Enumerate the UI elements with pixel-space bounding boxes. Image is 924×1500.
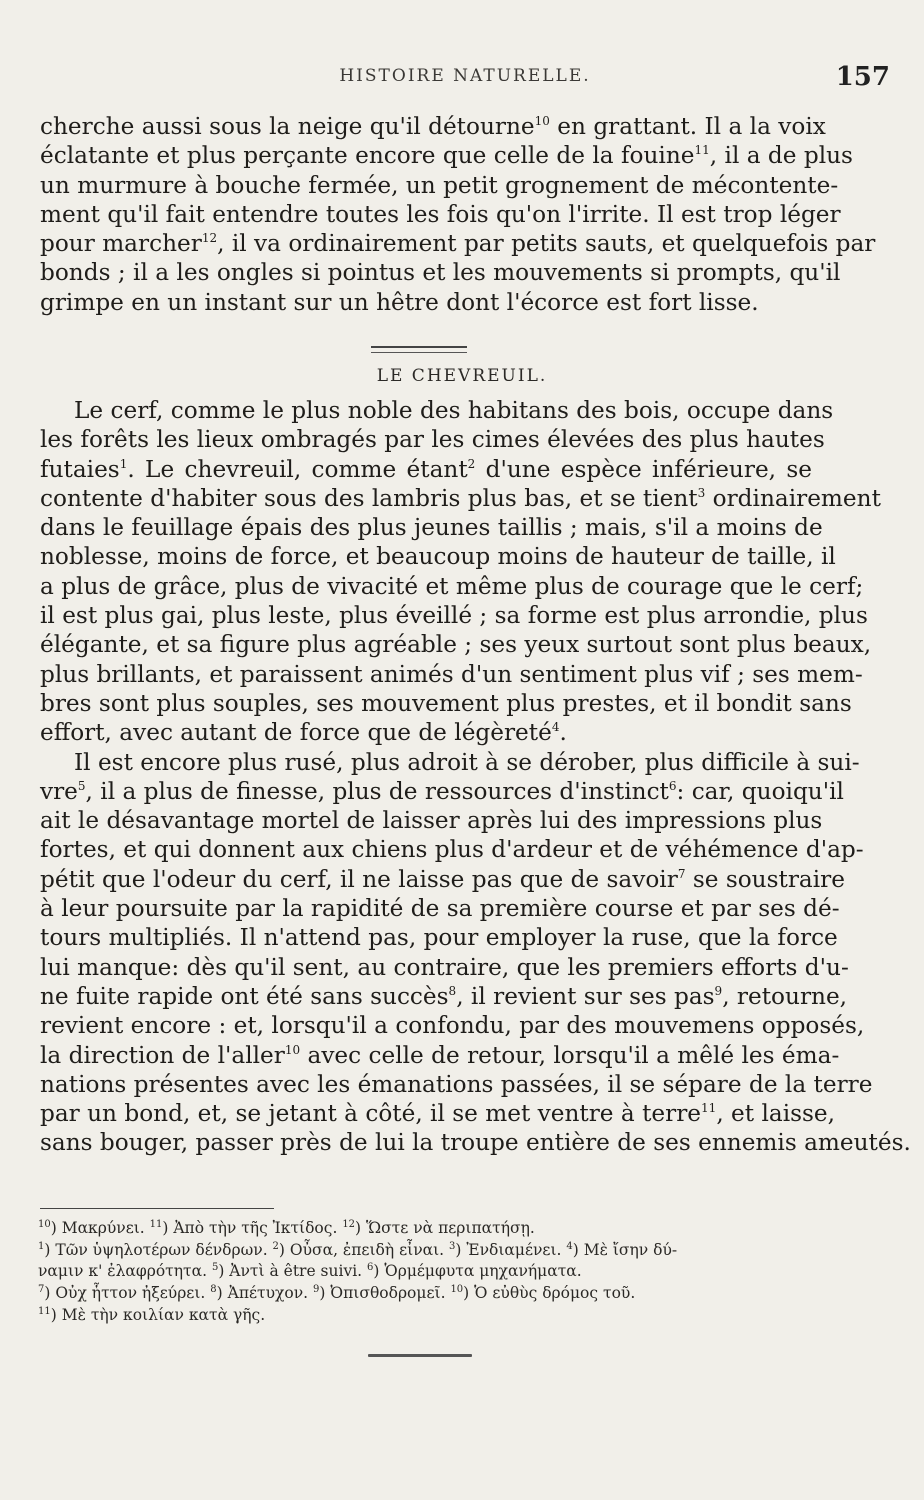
footnote-line <box>38 1218 818 1240</box>
text-line <box>40 982 848 1011</box>
text-line <box>40 513 823 542</box>
text-line <box>40 1128 911 1157</box>
text-run: ) Μὲ ἴσην δύ- <box>572 1240 678 1259</box>
text-run: en grattant. Il a la voix <box>549 113 826 140</box>
text-line <box>40 1070 873 1099</box>
text-run: Le cerf, comme le plus noble des habitans des bois, occupe dans <box>74 397 834 424</box>
text-run: , il a plus de finesse, plus de ressources d'instinct <box>85 777 669 805</box>
text-line <box>40 542 836 571</box>
text-line <box>40 953 849 982</box>
footnote-marker: 2 <box>467 456 476 471</box>
text-run: pour marcher <box>40 230 202 258</box>
text-line <box>40 660 863 689</box>
text-run: nations présentes avec les émanations passées, il se sépare de la terre <box>40 1070 873 1098</box>
text-line <box>40 484 881 513</box>
text-run: : car, quoiqu'il <box>676 777 844 805</box>
footnote-marker: 6 <box>668 778 677 793</box>
text-run: par un bond, et, se jetant à côté, il se met ventre à terre <box>40 1100 702 1128</box>
text-run: revient encore : et, lorsqu'il a confondu, par des mouvemens opposés, <box>40 1012 865 1040</box>
text-run: ) Μακρύνει. <box>50 1219 150 1237</box>
text-run: ) Ὥστε νὰ περιπατήσῃ. <box>355 1219 535 1237</box>
footnotes <box>38 1218 818 1327</box>
text-run: il est plus gai, plus leste, plus éveillé ; sa forme est plus arrondie, plus <box>40 602 868 630</box>
text-run: ) Ὀπισθοδρομεῖ. <box>319 1284 451 1303</box>
text-run: , il a de plus <box>709 142 853 170</box>
text-run: à leur poursuite par la rapidité de sa première course et par ses dé- <box>40 895 840 923</box>
text-run: vre <box>40 777 78 805</box>
text-line <box>40 630 872 659</box>
footnote-marker: 3 <box>697 485 706 500</box>
text-run: bonds ; il a les ongles si pointus et les mouvements si prompts, qu'il <box>40 259 841 287</box>
text-run: lui manque: dès qu'il sent, au contraire, que les premiers efforts d'u- <box>40 953 849 981</box>
text-line <box>40 835 864 864</box>
text-run: ment qu'il fait entendre toutes les fois qu'on l'irrite. Il est trop léger <box>40 200 841 228</box>
footnote-rule <box>40 1208 274 1209</box>
end-ornament <box>368 1354 472 1357</box>
footnote-marker: 8 <box>448 983 457 998</box>
text-run: futaies <box>40 455 120 483</box>
text-line <box>40 923 838 952</box>
text-run: sans bouger, passer près de lui la troupe entière de ses ennemis ameutés. <box>40 1129 911 1157</box>
text-line <box>40 288 812 317</box>
text-line <box>40 229 876 258</box>
text-run: noblesse, moins de force, et beaucoup moins de hauteur de taille, il <box>40 543 836 571</box>
text-run: éclatante et plus perçante encore que celle de la fouine <box>40 142 695 170</box>
footnote-marker: 6 <box>367 1262 374 1274</box>
text-run: grimpe en un instant sur un hêtre dont l'écorce est fort lisse. <box>40 288 759 316</box>
text-run: dans le feuillage épais des plus jeunes taillis ; mais, s'il a moins de <box>40 514 823 542</box>
footnote-marker: 11 <box>694 143 710 158</box>
footnote-marker: 9 <box>714 983 723 998</box>
text-line <box>40 806 823 835</box>
footnote-marker: 10 <box>38 1219 51 1230</box>
text-run: pétit que l'odeur du cerf, il ne laisse pas que de savoir <box>40 865 678 893</box>
text-run: ordinairement <box>705 484 881 512</box>
footnote-marker: 4 <box>551 720 560 735</box>
text-run: ) Ὁ εὐθὺς δρόμος τοῦ. <box>463 1284 636 1303</box>
footnote-marker: 1 <box>119 456 128 471</box>
text-run: ) Οὖσα, ἐπειδὴ εἶναι. <box>278 1240 450 1259</box>
text-run: , et laisse, <box>716 1100 836 1128</box>
footnote-line <box>38 1240 818 1262</box>
text-line <box>40 455 812 484</box>
text-line <box>40 1099 836 1128</box>
footnote-line <box>38 1283 818 1305</box>
text-run: un murmure à bouche fermée, un petit grognement de mécontente- <box>40 171 839 199</box>
running-title: HISTOIRE NATURELLE. <box>339 66 591 86</box>
text-run: ) Ὁρμέμφυτα μηχανήματα. <box>373 1262 582 1281</box>
footnote-marker: 11 <box>38 1305 51 1317</box>
text-run: ) Οὐχ ἧττον ἠξεύρει. <box>44 1284 211 1303</box>
text-run: la direction de l'aller <box>40 1041 285 1069</box>
paragraph-le-cerf <box>40 396 881 748</box>
text-line <box>40 865 845 894</box>
text-line <box>40 141 853 170</box>
footnote-marker: 9 <box>313 1284 320 1296</box>
footnote-marker: 8 <box>210 1284 217 1296</box>
footnote-marker: 5 <box>211 1262 219 1274</box>
text-run: , il revient sur ses pas <box>456 982 715 1010</box>
section-title: LE CHEVREUIL. <box>376 366 548 386</box>
footnote-marker: 10 <box>284 1042 301 1057</box>
text-run: cherche aussi sous la neige qu'il détourne <box>40 113 535 140</box>
text-run: se soustraire <box>685 865 845 893</box>
text-run: ) Ἀντὶ à être suivi. <box>218 1262 368 1281</box>
footnote-line <box>38 1261 818 1283</box>
text-line <box>40 748 860 777</box>
text-run: , il va ordinairement par petits sauts, et quelquefois par <box>217 230 876 258</box>
footnote-marker: 3 <box>449 1240 456 1252</box>
footnote-marker: 7 <box>38 1284 45 1296</box>
footnote-marker: 10 <box>534 114 550 128</box>
text-line <box>40 894 840 923</box>
footnote-line <box>38 1305 818 1327</box>
text-run: élégante, et sa figure plus agréable ; ses yeux surtout sont plus beaux, <box>40 631 872 659</box>
running-head <box>40 62 890 96</box>
text-run: bres sont plus souples, ses mouvement plus prestes, et il bondit sans <box>40 689 852 717</box>
text-run: contente d'habiter sous des lambris plus bas, et se tient <box>40 484 698 512</box>
text-run: Il est encore plus rusé, plus adroit à se dérober, plus difficile à sui- <box>74 748 860 776</box>
text-run: ) Ἀπὸ τὴν τῆς Ἰκτίδος. <box>162 1219 343 1237</box>
paragraph-il-est-encore <box>40 748 911 1158</box>
section-divider <box>371 346 467 353</box>
text-line <box>40 200 841 229</box>
text-run: ) Ἐνδιαμένει. <box>455 1240 567 1259</box>
paragraph-continuation <box>40 112 876 317</box>
text-run: effort, avec autant de force que de légèreté <box>40 719 552 747</box>
text-run: plus brillants, et paraissent animés d'un sentiment plus vif ; ses mem- <box>40 660 863 688</box>
footnote-marker: 12 <box>201 231 218 246</box>
section-body <box>40 396 911 1158</box>
text-run: ) Μὲ τὴν κοιλίαν κατὰ γῆς. <box>50 1305 266 1324</box>
text-line <box>40 777 844 806</box>
text-run: fortes, et qui donnent aux chiens plus d'ardeur et de véhémence d'ap- <box>40 836 864 864</box>
text-run: tours multipliés. Il n'attend pas, pour employer la ruse, que la force <box>40 924 838 952</box>
text-line <box>40 1041 840 1070</box>
text-line <box>40 572 864 601</box>
footnote-marker: 7 <box>677 866 686 881</box>
text-run: ait le désavantage mortel de laisser après lui des impressions plus <box>40 807 823 835</box>
text-run: ) Τῶν ὑψηλοτέρων δένδρων. <box>44 1240 273 1259</box>
text-run: . <box>559 719 567 747</box>
page-number: 157 <box>835 62 890 92</box>
text-line <box>40 396 834 425</box>
footnote-marker: 2 <box>272 1240 279 1252</box>
text-run: ) Ἀπέτυχον. <box>216 1284 314 1303</box>
footnote-marker: 1 <box>38 1240 45 1252</box>
text-line <box>40 689 852 718</box>
text-run: les forêts les lieux ombragés par les cimes élevées des plus hautes <box>40 426 825 454</box>
text-line <box>40 718 812 747</box>
text-run: . Le chevreuil, comme étant <box>127 455 468 483</box>
text-line <box>40 112 826 141</box>
text-line <box>40 1011 865 1040</box>
text-run: d'une espèce inférieure, se <box>475 455 813 483</box>
footnote-marker: 5 <box>77 778 86 793</box>
text-run: ναμιν κ' ἐλαφρότητα. <box>38 1262 212 1281</box>
text-run: , retourne, <box>722 982 848 1010</box>
footnote-marker: 10 <box>450 1284 464 1296</box>
footnote-marker: 11 <box>149 1219 163 1230</box>
text-line <box>40 258 841 287</box>
footnote-marker: 11 <box>701 1101 717 1116</box>
footnote-marker: 12 <box>342 1219 356 1230</box>
text-run: a plus de grâce, plus de vivacité et même plus de courage que le cerf; <box>40 572 864 600</box>
text-line <box>40 425 825 454</box>
text-run: ne fuite rapide ont été sans succès <box>40 982 449 1010</box>
text-line <box>40 601 868 630</box>
text-line <box>40 171 839 200</box>
footnote-marker: 4 <box>566 1240 573 1252</box>
text-run: avec celle de retour, lorsqu'il a mêlé les éma- <box>300 1041 840 1069</box>
